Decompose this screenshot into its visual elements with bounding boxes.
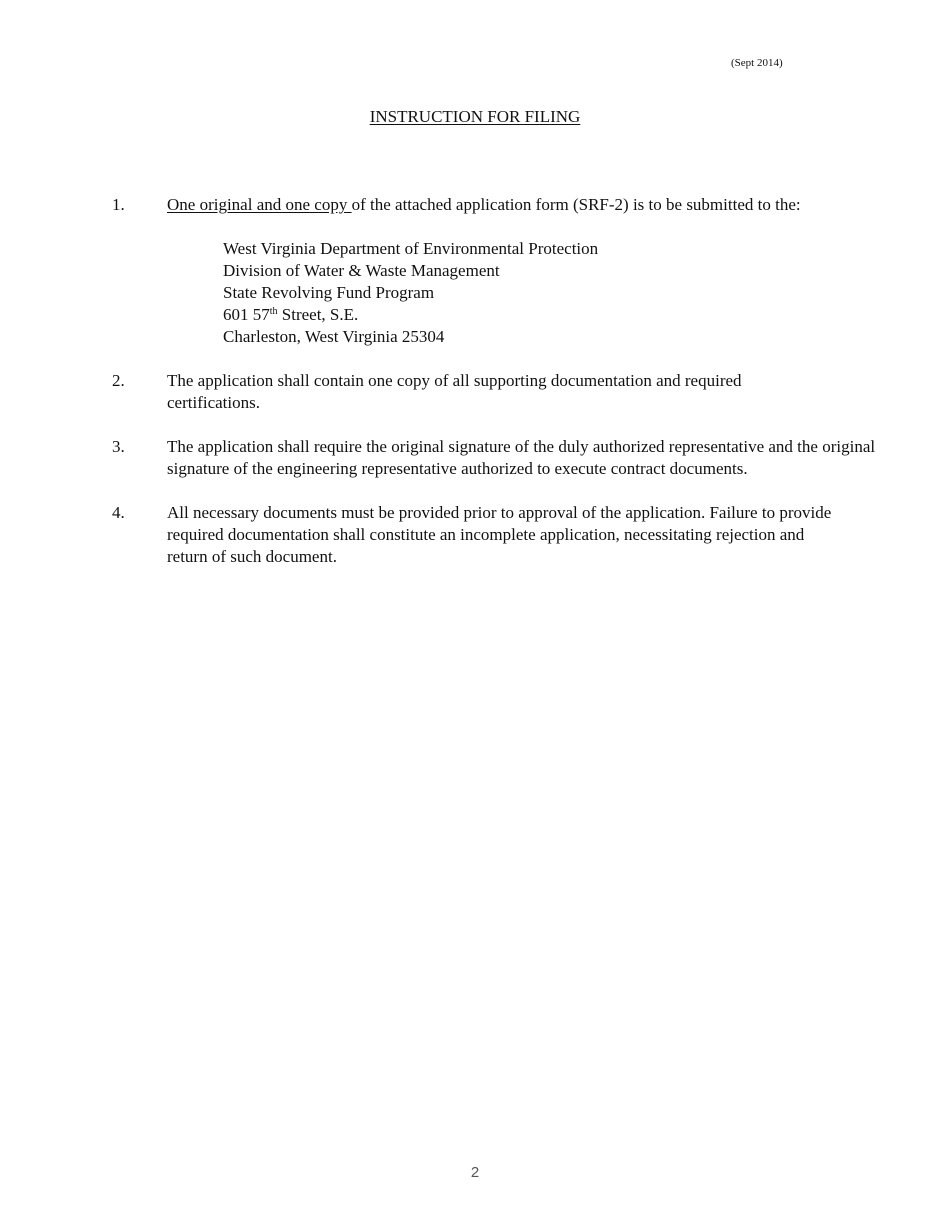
mailing-address — [223, 238, 598, 348]
item-text-rest: of the attached application form (SRF-2) is to be submitted to the: — [351, 195, 801, 214]
address-line-3: State Revolving Fund Program — [223, 283, 435, 302]
address-line-4 — [223, 304, 598, 326]
address-street-number: 601 57 — [223, 305, 270, 324]
item-text — [167, 194, 907, 216]
item-number: 2. — [112, 371, 125, 390]
item-underlined-lead: One original and one copy — [167, 195, 352, 214]
address-ordinal-suffix: th — [269, 306, 278, 317]
item-number: 3. — [112, 437, 125, 456]
page-title-text: INSTRUCTION FOR FILING — [369, 107, 581, 126]
item-number: 4. — [112, 503, 125, 522]
item-number: 1. — [112, 195, 125, 214]
address-line-1: West Virginia Department of Environmental Protection — [223, 239, 599, 258]
date-stamp: (Sept 2014) — [731, 57, 783, 69]
address-line-2: Division of Water & Waste Management — [223, 261, 500, 280]
address-street-name: Street, S.E. — [277, 305, 359, 324]
item-text: All necessary documents must be provided prior to approval of the application. Failure to provide required documentation shall constitute an incomplete application, necessitating rejection and return of such document. — [167, 503, 832, 566]
page-number: 2 — [470, 1164, 480, 1181]
item-text: The application shall require the original signature of the duly authorized representative and the original signature of the engineering representative authorized to execute contract documents. — [167, 437, 876, 478]
page-title — [0, 106, 950, 128]
address-line-5: Charleston, West Virginia 25304 — [223, 327, 445, 346]
item-text: The application shall contain one copy of all supporting documentation and required certifications. — [167, 371, 742, 412]
